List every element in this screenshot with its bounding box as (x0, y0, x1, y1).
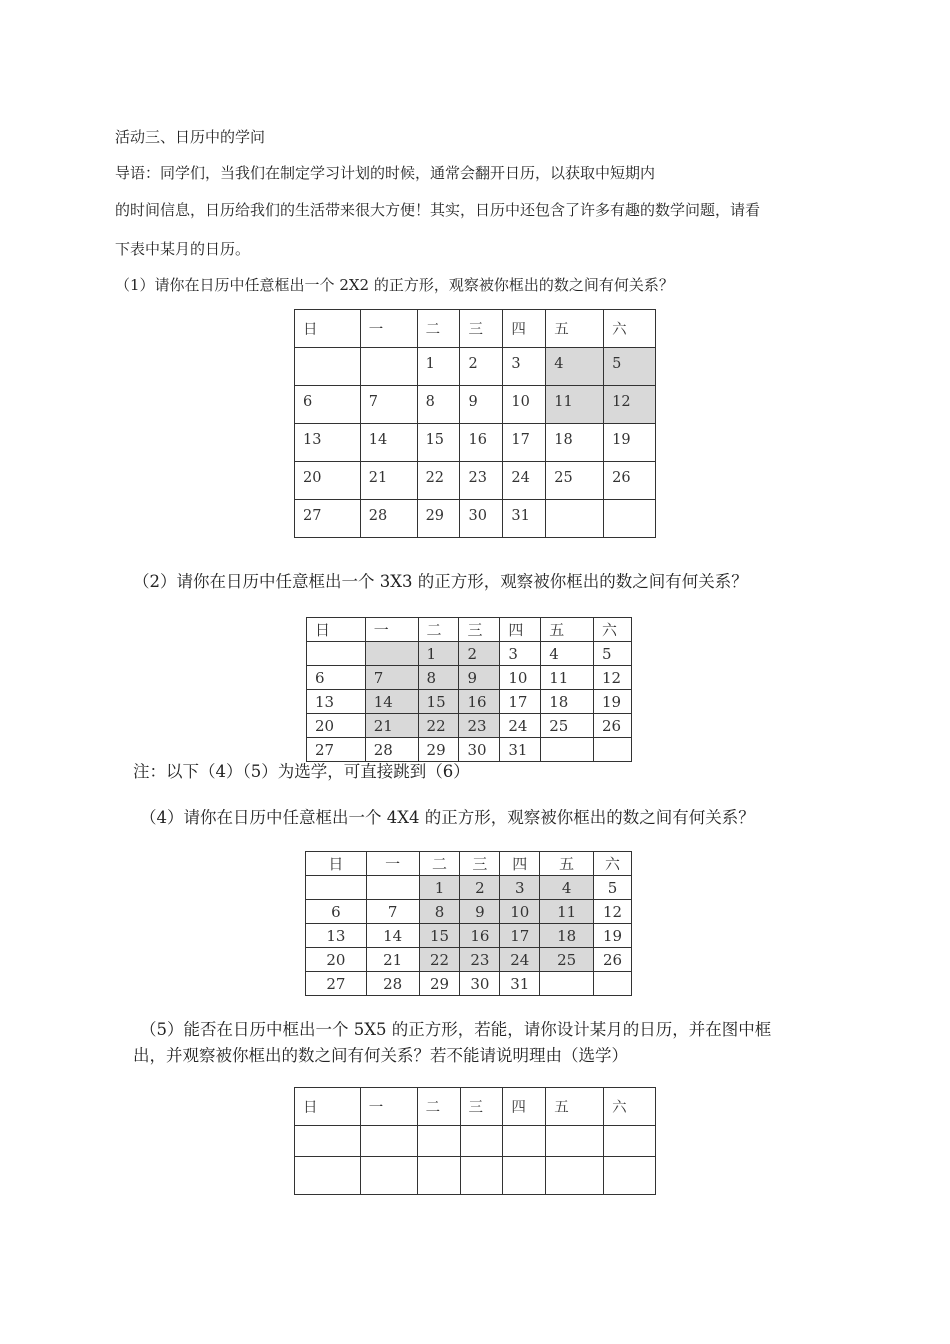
day-cell-highlighted: 23 (460, 948, 500, 972)
day-cell (366, 876, 419, 900)
blank-cell (604, 1126, 656, 1157)
day-cell: 14 (366, 924, 419, 948)
day-cell: 30 (460, 972, 500, 996)
weekday-header: 五 (541, 618, 594, 642)
blank-cell (460, 1126, 503, 1157)
day-cell: 10 (500, 666, 541, 690)
day-cell (546, 500, 604, 538)
day-cell-highlighted: 10 (500, 900, 540, 924)
weekday-header: 六 (594, 618, 632, 642)
intro-line-1: 导语：同学们，当我们在制定学习计划的时候，通常会翻开日历，以获取中短期内 (115, 164, 656, 182)
day-cell-highlighted: 16 (460, 924, 500, 948)
day-cell: 15 (417, 424, 460, 462)
day-cell-highlighted: 18 (540, 924, 594, 948)
day-cell-highlighted: 4 (540, 876, 594, 900)
day-cell-highlighted: 16 (459, 690, 500, 714)
weekday-header: 三 (460, 310, 503, 348)
weekday-header: 二 (417, 1088, 460, 1126)
day-cell: 23 (460, 462, 503, 500)
weekday-header: 五 (546, 1088, 604, 1126)
weekday-header: 三 (460, 1088, 503, 1126)
day-cell: 12 (594, 666, 632, 690)
blank-cell (360, 1157, 417, 1195)
day-cell: 6 (295, 386, 361, 424)
day-cell-highlighted: 22 (418, 714, 459, 738)
day-cell-highlighted: 1 (419, 876, 460, 900)
blank-cell (417, 1126, 460, 1157)
day-cell: 27 (307, 738, 366, 762)
day-cell-highlighted: 9 (460, 900, 500, 924)
day-cell: 31 (500, 738, 541, 762)
day-cell: 13 (306, 924, 367, 948)
day-cell: 9 (460, 386, 503, 424)
day-cell: 8 (417, 386, 460, 424)
day-cell-highlighted: 15 (418, 690, 459, 714)
weekday-header: 四 (500, 852, 540, 876)
blank-cell (604, 1157, 656, 1195)
calendar-table-4x4 (305, 851, 632, 996)
day-cell (360, 348, 417, 386)
weekday-header: 一 (366, 852, 419, 876)
day-cell: 20 (307, 714, 366, 738)
day-cell-highlighted: 15 (419, 924, 460, 948)
day-cell-highlighted: 12 (604, 386, 656, 424)
day-cell-highlighted: 23 (459, 714, 500, 738)
weekday-header: 三 (460, 852, 500, 876)
blank-cell (503, 1157, 546, 1195)
day-cell: 28 (365, 738, 418, 762)
blank-cell (417, 1157, 460, 1195)
question-5-line-2: 出，并观察被你框出的数之间有何关系？若不能请说明理由（选学） (133, 1046, 628, 1065)
blank-cell (546, 1157, 604, 1195)
day-cell: 1 (417, 348, 460, 386)
day-cell-highlighted: 1 (418, 642, 459, 666)
intro-line-3: 下表中某月的日历。 (115, 240, 251, 258)
day-cell-highlighted: 11 (546, 386, 604, 424)
day-cell: 19 (594, 690, 632, 714)
day-cell: 22 (417, 462, 460, 500)
day-cell: 24 (500, 714, 541, 738)
day-cell: 20 (295, 462, 361, 500)
day-cell-highlighted: 9 (459, 666, 500, 690)
day-cell: 25 (541, 714, 594, 738)
day-cell: 6 (306, 900, 367, 924)
day-cell: 10 (503, 386, 546, 424)
day-cell: 12 (594, 900, 632, 924)
day-cell: 21 (360, 462, 417, 500)
calendar-table-2x2 (294, 309, 656, 538)
day-cell: 17 (500, 690, 541, 714)
day-cell-highlighted: 17 (500, 924, 540, 948)
weekday-header: 一 (360, 1088, 417, 1126)
day-cell: 26 (594, 714, 632, 738)
weekday-header: 四 (503, 310, 546, 348)
day-cell: 18 (541, 690, 594, 714)
day-cell: 14 (360, 424, 417, 462)
calendar-table-3x3 (306, 617, 632, 762)
day-cell: 5 (594, 642, 632, 666)
day-cell: 3 (503, 348, 546, 386)
day-cell-highlighted: 11 (540, 900, 594, 924)
day-cell: 26 (604, 462, 656, 500)
blank-cell (295, 1157, 361, 1195)
day-cell: 27 (306, 972, 367, 996)
optional-note: 注：以下（4）（5）为选学，可直接跳到（6） (133, 762, 470, 781)
section-heading: 活动三、日历中的学问 (115, 128, 266, 146)
question-2: （2）请你在日历中任意框出一个 3X3 的正方形，观察被你框出的数之间有何关系？ (133, 572, 748, 591)
day-cell: 16 (460, 424, 503, 462)
day-cell-highlighted: 14 (365, 690, 418, 714)
weekday-header: 三 (459, 618, 500, 642)
intro-line-2: 的时间信息，日历给我们的生活带来很大方便！其实，日历中还包含了许多有趣的数学问题，请看 (115, 201, 761, 219)
blank-cell (503, 1126, 546, 1157)
day-cell: 30 (459, 738, 500, 762)
day-cell-highlighted (365, 642, 418, 666)
day-cell: 5 (594, 876, 632, 900)
blank-cell (295, 1126, 361, 1157)
day-cell: 3 (500, 642, 541, 666)
weekday-header: 五 (546, 310, 604, 348)
day-cell: 13 (307, 690, 366, 714)
day-cell: 2 (460, 348, 503, 386)
weekday-header: 二 (419, 852, 460, 876)
weekday-header: 日 (295, 1088, 361, 1126)
day-cell: 29 (417, 500, 460, 538)
day-cell: 21 (366, 948, 419, 972)
day-cell-highlighted: 22 (419, 948, 460, 972)
day-cell-highlighted: 24 (500, 948, 540, 972)
weekday-header: 日 (306, 852, 367, 876)
day-cell (541, 738, 594, 762)
blank-calendar-table (294, 1087, 656, 1195)
question-5-line-1: （5）能否在日历中框出一个 5X5 的正方形，若能，请你设计某月的日历，并在图中框 (140, 1020, 772, 1039)
day-cell: 27 (295, 500, 361, 538)
weekday-header: 五 (540, 852, 594, 876)
day-cell: 6 (307, 666, 366, 690)
day-cell: 28 (360, 500, 417, 538)
day-cell-highlighted: 2 (460, 876, 500, 900)
weekday-header: 四 (503, 1088, 546, 1126)
day-cell (594, 972, 632, 996)
weekday-header: 日 (295, 310, 361, 348)
day-cell: 28 (366, 972, 419, 996)
question-4: （4）请你在日历中任意框出一个 4X4 的正方形，观察被你框出的数之间有何关系？ (140, 808, 755, 827)
day-cell: 31 (500, 972, 540, 996)
day-cell: 17 (503, 424, 546, 462)
day-cell-highlighted: 4 (546, 348, 604, 386)
day-cell (307, 642, 366, 666)
day-cell (295, 348, 361, 386)
day-cell (604, 500, 656, 538)
blank-cell (546, 1126, 604, 1157)
day-cell (540, 972, 594, 996)
blank-cell (360, 1126, 417, 1157)
day-cell: 7 (366, 900, 419, 924)
day-cell: 4 (541, 642, 594, 666)
blank-cell (460, 1157, 503, 1195)
day-cell: 19 (594, 924, 632, 948)
day-cell: 25 (546, 462, 604, 500)
day-cell: 7 (360, 386, 417, 424)
day-cell-highlighted: 2 (459, 642, 500, 666)
day-cell: 11 (541, 666, 594, 690)
day-cell: 20 (306, 948, 367, 972)
weekday-header: 六 (604, 1088, 656, 1126)
day-cell-highlighted: 25 (540, 948, 594, 972)
day-cell: 18 (546, 424, 604, 462)
weekday-header: 六 (604, 310, 656, 348)
day-cell (594, 738, 632, 762)
day-cell-highlighted: 8 (418, 666, 459, 690)
day-cell: 13 (295, 424, 361, 462)
day-cell: 29 (418, 738, 459, 762)
weekday-header: 二 (417, 310, 460, 348)
day-cell: 24 (503, 462, 546, 500)
day-cell-highlighted: 8 (419, 900, 460, 924)
weekday-header: 四 (500, 618, 541, 642)
day-cell: 26 (594, 948, 632, 972)
weekday-header: 二 (418, 618, 459, 642)
day-cell-highlighted: 7 (365, 666, 418, 690)
day-cell (306, 876, 367, 900)
weekday-header: 一 (365, 618, 418, 642)
day-cell: 31 (503, 500, 546, 538)
weekday-header: 一 (360, 310, 417, 348)
day-cell: 19 (604, 424, 656, 462)
day-cell: 30 (460, 500, 503, 538)
question-1: （1）请你在日历中任意框出一个 2X2 的正方形，观察被你框出的数之间有何关系？ (115, 276, 674, 294)
day-cell-highlighted: 21 (365, 714, 418, 738)
day-cell: 29 (419, 972, 460, 996)
day-cell-highlighted: 3 (500, 876, 540, 900)
weekday-header: 日 (307, 618, 366, 642)
day-cell-highlighted: 5 (604, 348, 656, 386)
weekday-header: 六 (594, 852, 632, 876)
